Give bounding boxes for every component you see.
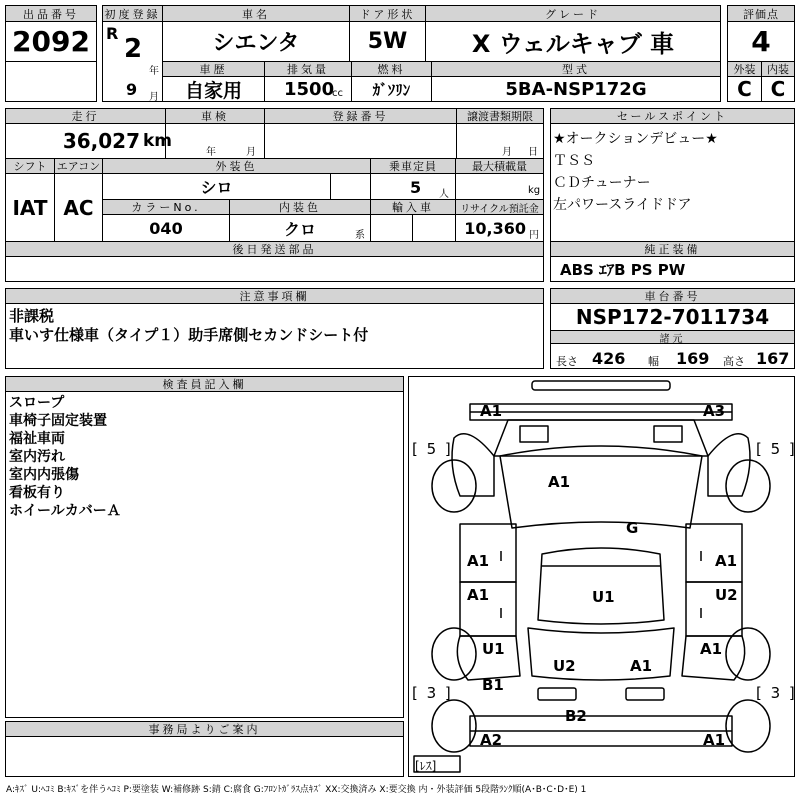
capacity-unit: 人: [439, 189, 449, 200]
max-load-unit: kg: [528, 185, 541, 196]
chassis-number: NSP172-7011734: [575, 305, 770, 329]
inspection-year-unit: 年: [206, 147, 216, 158]
damage-label: A1: [467, 586, 490, 604]
damage-label: U1: [592, 588, 615, 606]
mileage: 36,027: [62, 129, 140, 153]
equipment-list: ABS ｴｱB PS PW: [560, 260, 686, 279]
displacement: 1500: [284, 78, 335, 100]
int-color-header: 内装色: [230, 200, 370, 214]
exterior-grade: C: [737, 77, 752, 101]
interior-header: 内装: [762, 62, 794, 76]
registration-year: 2: [124, 34, 143, 64]
height-label: 高さ: [723, 355, 745, 368]
notes-body: [9, 307, 539, 345]
inspector-line: 室内内張傷: [9, 467, 79, 483]
damage-label: A1: [480, 402, 503, 420]
month-unit: 月: [149, 92, 159, 103]
width-value: 169: [676, 348, 710, 368]
damage-label: A1: [467, 552, 490, 570]
office-header: 事務局よりご案内: [6, 722, 403, 736]
note-line: 車いす仕様車（タイプ１）助手席側セカンドシート付: [9, 326, 369, 344]
shift: IAT: [12, 195, 48, 220]
tire-depth-label: [ 5 ]: [756, 440, 797, 458]
model-header: 車名: [163, 6, 349, 21]
model-name: シエンタ: [212, 31, 300, 56]
interior-grade: C: [770, 77, 786, 101]
sales-point-item: 左パワースライドドア: [553, 197, 692, 213]
spare-tire-label: [ﾚｽ]: [415, 759, 437, 773]
damage-label: B2: [565, 707, 587, 725]
damage-label: A2: [480, 731, 503, 749]
ac-header: エアコン: [56, 160, 101, 173]
damage-label: A1: [548, 473, 571, 491]
capacity: 5: [410, 177, 422, 197]
sales-points-header: セールスポイント: [551, 109, 794, 123]
tire-depth-label: [ 3 ]: [412, 684, 453, 702]
ext-color-header: 外装色: [103, 159, 370, 173]
damage-label: A1: [715, 552, 738, 570]
year-unit: 年: [149, 66, 159, 77]
car-damage-diagram: [408, 376, 794, 776]
interior-color: クロ: [283, 219, 316, 239]
inspector-line: 車椅子固定装置: [9, 413, 107, 429]
later-parts-header: 後日発送部品: [6, 242, 543, 256]
grade: X ウェルキャブ 車: [471, 30, 675, 58]
lot-number: 2092: [12, 25, 90, 58]
auction-score: 4: [751, 25, 771, 58]
sales-point-item: ★オークションデビュー★: [553, 131, 718, 147]
damage-label: U2: [715, 586, 738, 604]
recycle-header: リサイクル預託金: [456, 200, 543, 214]
transfer-month-unit: 月: [502, 147, 512, 158]
damage-label: G: [626, 519, 639, 537]
length-value: 426: [592, 348, 626, 368]
lot-number-header: 出品番号: [6, 6, 96, 21]
capacity-header: 乗車定員: [371, 159, 455, 173]
color-no-header: カラーNo.: [103, 200, 229, 214]
grade-header: グレード: [426, 6, 720, 21]
first-registration-header: 初度登録: [104, 7, 161, 21]
damage-label: A1: [700, 640, 723, 658]
transfer-header: 譲渡書類期限: [457, 109, 543, 123]
vehicle-history: 自家用: [184, 79, 242, 101]
damage-label: U2: [553, 657, 576, 675]
history-header: 車歴: [163, 62, 264, 76]
note-line: 非課税: [9, 307, 55, 325]
type-code: 5BA-NSP172G: [505, 78, 647, 100]
damage-label: A3: [703, 402, 726, 420]
air-conditioner: AC: [63, 195, 94, 220]
score-header: 評価点: [728, 6, 794, 21]
displacement-unit: cc: [332, 88, 343, 99]
notes-header: 注意事項欄: [6, 289, 543, 303]
era-mark: R: [106, 24, 119, 43]
length-label: 長さ: [556, 355, 578, 368]
max-load-header: 最大積載量: [456, 159, 543, 173]
damage-label: U1: [482, 640, 505, 658]
height-value: 167: [756, 348, 790, 368]
import-header: 輸入車: [371, 200, 455, 214]
damage-label: B1: [482, 676, 504, 694]
inspector-notes: [9, 394, 399, 520]
fuel-header: 燃料: [352, 62, 431, 76]
equipment-header: 純正装備: [551, 242, 794, 256]
damage-label: A1: [703, 731, 726, 749]
inspector-header: 検査員記入欄: [6, 377, 403, 391]
inspector-line: 看板有り: [9, 485, 65, 501]
inspector-line: 福祉車両: [9, 431, 65, 447]
door-type: 5W: [367, 29, 408, 54]
chassis-header: 車台番号: [551, 289, 794, 303]
shift-header: シフト: [6, 159, 54, 173]
inspector-line: 室内汚れ: [9, 449, 65, 465]
type-header: 型式: [432, 62, 720, 76]
inspection-month-unit: 月: [246, 147, 256, 158]
sales-point-item: ＣＤチューナー: [553, 175, 651, 191]
tire-depth-label: [ 3 ]: [756, 684, 797, 702]
mileage-unit: km: [143, 131, 173, 151]
recycle-fee-unit: 円: [529, 230, 539, 241]
sales-point-item: ＴＳＳ: [553, 153, 595, 169]
tire-depth-label: [ 5 ]: [412, 440, 453, 458]
mileage-header: 走行: [6, 109, 165, 123]
damage-label: A1: [630, 657, 653, 675]
width-label: 幅: [648, 355, 659, 368]
door-header: ドア形状: [350, 6, 425, 21]
exterior-header: 外装: [728, 62, 761, 76]
displacement-header: 排気量: [265, 62, 351, 76]
damage-code-legend: A:ｷｽﾞ U:ﾍｺﾐ B:ｷｽﾞを伴うﾍｺﾐ P:要塗装 W:補修跡 S:錆 C:腐食 G:ﾌﾛﾝﾄｶﾞﾗｽ点ｷｽﾞ XX:交換済み X:要交換 内・外装評価 5段階ﾗﾝｸ順(A･B･C･D･E) 1: [6, 785, 587, 795]
color-number: 040: [149, 218, 183, 238]
inspection-header: 車検: [166, 109, 264, 123]
sales-points-list: [553, 128, 791, 216]
inspector-line: ホイールカバーＡ: [9, 503, 121, 519]
fuel: ｶﾞｿﾘﾝ: [372, 80, 411, 99]
recycle-fee: 10,360: [464, 218, 526, 238]
registration-month: 9: [126, 80, 138, 99]
exterior-color: シロ: [200, 178, 233, 197]
interior-color-unit: 系: [355, 230, 365, 241]
transfer-day-unit: 日: [528, 147, 538, 158]
inspector-line: スロープ: [9, 395, 65, 411]
plate-header: 登録番号: [265, 109, 456, 123]
dimensions-header: 諸元: [551, 331, 794, 343]
